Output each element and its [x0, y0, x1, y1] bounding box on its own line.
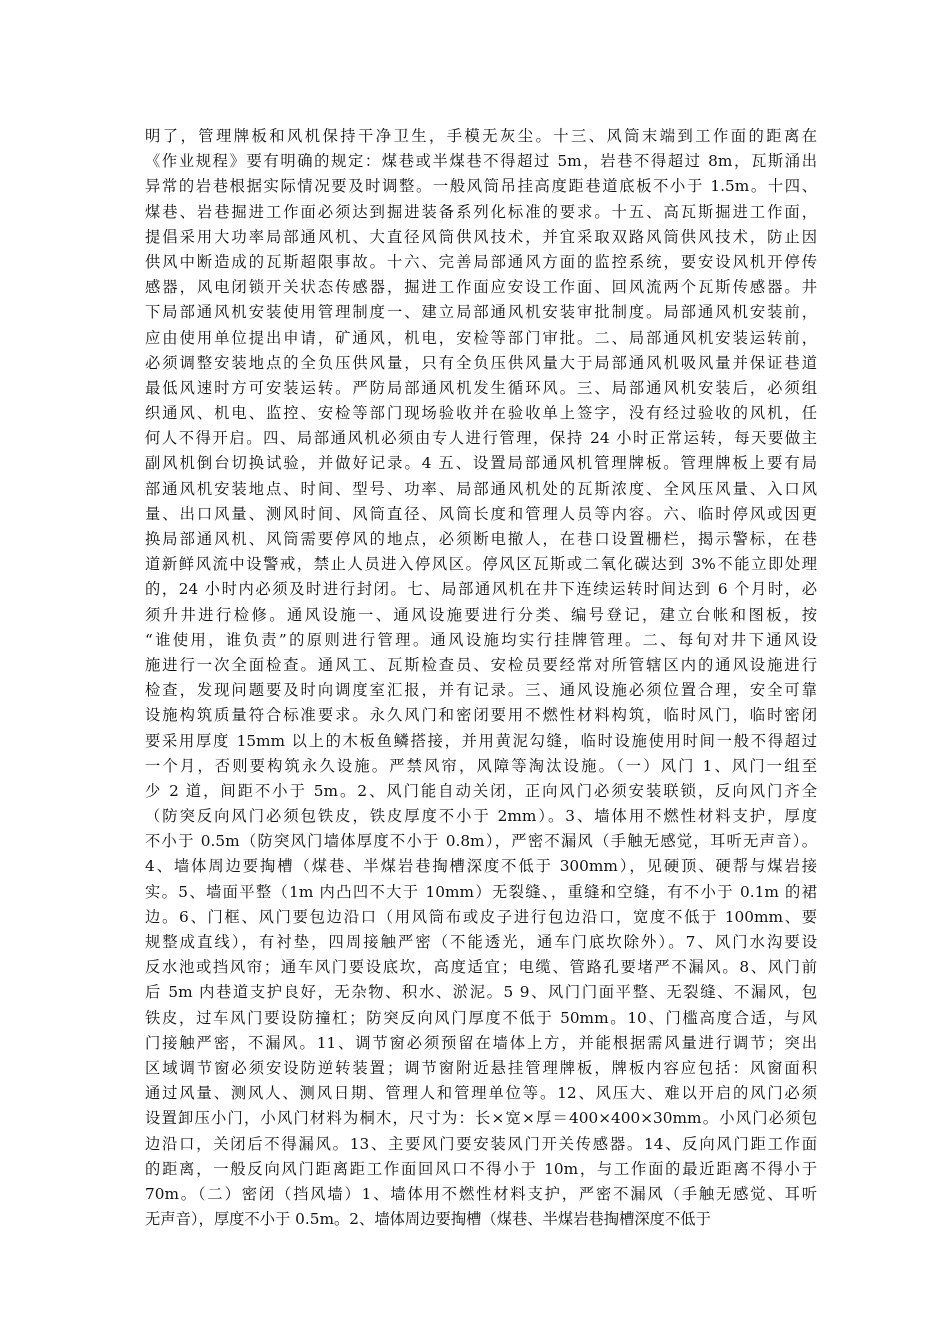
text-line: 应由使用单位提出申请，矿通风，机电，安检等部门审批。二、局部通风机安装运转前， [145, 328, 817, 347]
text-line: （防突反向风门必须包铁皮，铁皮厚度不小于 2mm）。3、墙体用不燃性材料支护，厚度 [145, 807, 817, 826]
text-line: 必须调整安装地点的全负压供风量，只有全负压供风量大于局部通风机吸风量并保证巷道 [145, 353, 817, 372]
text-line: 设施构筑质量符合标准要求。永久风门和密闭要用不燃性材料构筑，临时风门，临时密闭 [145, 706, 817, 725]
text-line: 换局部通风机、风筒需要停风的地点，必须断电撤人，在巷口设置栅栏，揭示警标，在巷 [145, 530, 817, 548]
text-line: 区域调节窗必须安设防逆转装置；调节窗附近悬挂管理牌板，牌板内容应包括：风窗面积 [145, 1058, 817, 1077]
text-line: 规整成直线），有衬垫，四周接触严密（不能透光，通车门底坎除外）。7、风门水沟要设 [145, 933, 817, 951]
text-line: 施进行一次全面检查。通风工、瓦斯检查员、安检员要经常对所管辖区内的通风设施进行 [145, 655, 817, 674]
text-line: 下局部通风机安装使用管理制度一、建立局部通风机安装审批制度。局部通风机安装前， [145, 303, 817, 322]
text-line: 实。5、墙面平整（1m 内凸凹不大于 10mm）无裂缝、，重缝和空缝，有不小于 0.1m 的裙 [145, 882, 817, 901]
text-line: 无声音），厚度不小于 0.5m。2、墙体周边要掏槽（煤巷、半煤岩巷掏槽深度不低于 [145, 1210, 711, 1229]
text-line: 铁皮，过车风门要设防撞杠；防突反向风门厚度不低于 50mm。10、门槛高度合适，与风 [145, 1008, 817, 1027]
text-line: 边沿口，关闭后不得漏风。13、主要风门要安装风门开关传感器。14、反向风门距工作面 [145, 1134, 817, 1153]
text-line: 部通风机安装地点、时间、型号、功率、局部通风机处的瓦斯浓度、全风压风量、入口风 [145, 479, 817, 498]
text-line: 不小于 0.5m（防突风门墙体厚度不小于 0.8m），严密不漏风（手触无感觉，耳听无声音）。 [145, 832, 817, 851]
text-line: 门接触严密，不漏风。11、调节窗必须预留在墙体上方，并能根据需风量进行调节；突出 [145, 1033, 817, 1052]
text-line: 后 5m 内巷道支护良好，无杂物、积水、淤泥。5 9、风门门面平整、无裂缝、不漏风，包 [145, 983, 817, 1002]
text-line: 道新鲜风流中设警戒，禁止人员进入停风区。停风区瓦斯或二氧化碳达到 3%不能立即处理 [145, 555, 817, 574]
text-line: 最低风速时方可安装运转。严防局部通风机发生循环风。三、局部通风机安装后，必须组 [145, 378, 817, 397]
text-line: 70m。（二）密闭（挡风墙）1、墙体用不燃性材料支护，严密不漏风（手触无感觉、耳听 [145, 1184, 817, 1203]
text-line: 4、墙体周边要掏槽（煤巷、半煤岩巷掏槽深度不低于 300mm），见硬顶、硬帮与煤岩接 [145, 857, 817, 876]
text-line: 须升井进行检修。通风设施一、通风设施要进行分类、编号登记，建立台帐和图板，按 [145, 605, 817, 624]
body-text [145, 124, 817, 1232]
text-line: 的，24 小时内必须及时进行封闭。七、局部通风机在井下连续运转时间达到 6 个月时，必 [145, 580, 817, 599]
text-line: 通过风量、测风人、测风日期、管理人和管理单位等。12、风压大、难以开启的风门必须 [145, 1084, 817, 1103]
text-line: 边。6、门框、风门要包边沿口（用风筒布或皮子进行包边沿口，宽度不低于 100mm、要 [145, 907, 817, 926]
text-line: 供风中断造成的瓦斯超限事故。十六、完善局部通风方面的监控系统，要安设风机开停传 [145, 252, 817, 271]
text-line: 的距离，一般反向风门距离距工作面回风口不得小于 10m，与工作面的最近距离不得小于 [145, 1159, 817, 1178]
text-line: “谁使用，谁负责”的原则进行管理。通风设施均实行挂牌管理。二、每旬对井下通风设 [145, 630, 817, 649]
text-line: 感器，风电闭锁开关状态传感器，掘进工作面应安设工作面、回风流两个瓦斯传感器。井 [145, 278, 817, 297]
text-line: 异常的岩巷根据实际情况要及时调整。一般风筒吊挂高度距巷道底板不小于 1.5m。十四、 [145, 177, 817, 196]
text-line: 反水池或挡风帘；通车风门要设底坎，高度适宜；电缆、管路孔要堵严不漏风。8、风门前 [145, 958, 817, 977]
text-line: 提倡采用大功率局部通风机、大直径风筒供风技术，并宜采取双路风筒供风技术，防止因 [145, 227, 817, 246]
text-line: 何人不得开启。四、局部通风机必须由专人进行管理，保持 24 小时正常运转，每天要做主 [145, 429, 817, 448]
text-line: 《作业规程》要有明确的规定：煤巷或半煤巷不得超过 5m，岩巷不得超过 8m，瓦斯涌出 [145, 152, 817, 171]
text-line: 明了，管理牌板和风机保持干净卫生，手模无灰尘。十三、风筒末端到工作面的距离在 [145, 127, 817, 145]
text-line: 少 2 道，间距不小于 5m。2、风门能自动关闭，正向风门必须安装联锁，反向风门齐全 [145, 781, 817, 800]
text-line: 煤巷、岩巷掘进工作面必须达到掘进装备系列化标准的要求。十五、高瓦斯掘进工作面， [145, 202, 817, 221]
text-line: 设置卸压小门，小风门材料为桐木，尺寸为：长×宽×厚＝400×400×30mm。小风门必须包 [145, 1109, 817, 1128]
text-line: 检查，发现问题要及时向调度室汇报，并有记录。三、通风设施必须位置合理，安全可靠 [145, 681, 817, 700]
text-line: 要采用厚度 15mm 以上的木板鱼鳞搭接，并用黄泥勾缝，临时设施使用时间一般不得超过 [145, 731, 817, 750]
text-line: 织通风、机电、监控、安检等部门现场验收并在验收单上签字，没有经过验收的风机，任 [145, 404, 817, 423]
text-line: 一个月，否则要构筑永久设施。严禁风帘，风障等淘汰设施。（一）风门 1、风门一组至 [145, 756, 817, 775]
text-line: 副风机倒台切换试验，并做好记录。4 五、设置局部通风机管理牌板。管理牌板上要有局 [145, 454, 817, 473]
text-line: 量、出口风量、测风时间、风筒直径、风筒长度和管理人员等内容。六、临时停风或因更 [145, 504, 817, 523]
